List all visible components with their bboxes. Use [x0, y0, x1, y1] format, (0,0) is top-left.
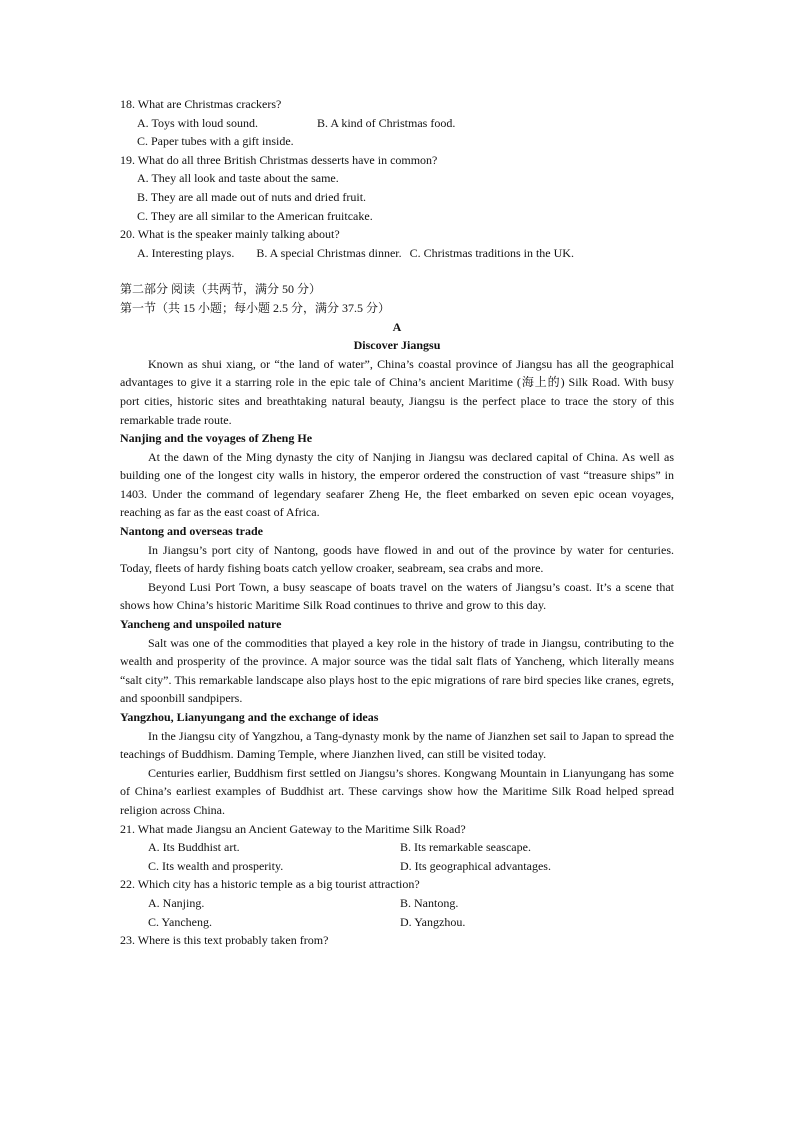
question-20-option-b: B. A special Christmas dinner.	[256, 245, 402, 260]
question-18-option-a: A. Toys with loud sound.	[137, 115, 258, 130]
question-21-stem: 21. What made Jiangsu an Ancient Gateway to the Maritime Silk Road?	[120, 821, 466, 836]
question-18-option-b: B. A kind of Christmas food.	[317, 115, 456, 130]
question-21-option-a: A. Its Buddhist art.	[148, 840, 240, 855]
question-18-option-c: C. Paper tubes with a gift inside.	[137, 134, 294, 149]
passage-intro: Known as shui xiang, or “the land of water”, China’s coastal province of Jiangsu has all the geographical advantages to give it a starring role in the epic tale of China’s ancient Maritime (海上的) Silk Road. With busy port cities, historic sites and breathtaking natural beauty, Jiangsu is the perfect place to trace the story of this remarkable trade route.	[120, 356, 674, 427]
question-20-option-a: A. Interesting plays.	[137, 245, 235, 260]
question-22-stem: 22. Which city has a historic temple as a big tourist attraction?	[120, 877, 420, 892]
question-21-options-row1	[120, 838, 674, 857]
passage-title: Discover Jiangsu	[353, 338, 441, 353]
question-22-option-c: C. Yancheng.	[148, 914, 213, 929]
question-19-option-c: C. They are all similar to the American fruitcake.	[137, 208, 373, 223]
question-19-option-a: A. They all look and taste about the same.	[137, 171, 339, 186]
question-22-option-d: D. Yangzhou.	[400, 914, 466, 929]
question-22-options-row1	[120, 894, 674, 913]
question-21-option-c: C. Its wealth and prosperity.	[148, 858, 284, 873]
section-heading-nanjing: Nanjing and the voyages of Zheng He	[120, 431, 313, 446]
part2-section1-title: 第一节（共 15 小题；每小题 2.5 分，满分 37.5 分）	[120, 300, 391, 315]
question-22-options-row2	[120, 913, 674, 932]
section-nanjing-paragraph-1: At the dawn of the Ming dynasty the city of Nanjing in Jiangsu was declared capital of China. As well as building one of the longest city walls in history, the emperor ordered the construction of vast “treasure ships” in 1403. Under the command of legendary seafarer Zheng He, the fleet embarked on seven epic ocean voyages, reaching as far as the east coast of Africa.	[120, 449, 674, 520]
question-20-option-c: C. Christmas traditions in the UK.	[409, 245, 574, 260]
section-nantong-paragraph-1: In Jiangsu’s port city of Nantong, goods have flowed in and out of the province by water for centuries. Today, fleets of hardy fishing boats catch yellow croaker, seabream, sea crabs and more.	[120, 542, 674, 576]
part2-title: 第二部分 阅读（共两节，满分 50 分）	[120, 282, 322, 297]
section-heading-nantong: Nantong and overseas trade	[120, 524, 263, 539]
question-23-stem: 23. Where is this text probably taken from?	[120, 933, 329, 948]
section-yangzhou-paragraph-1: In the Jiangsu city of Yangzhou, a Tang-dynasty monk by the name of Jianzhen set sail to Japan to spread the teachings of Buddhism. Daming Temple, where Jianzhen lived, can still be visited today.	[120, 728, 674, 762]
section-nantong-paragraph-2: Beyond Lusi Port Town, a busy seascape of boats travel on the waters of Jiangsu’s coast. It’s a scene that shows how China’s historic Maritime Silk Road continues to thrive and grow to this day.	[120, 579, 674, 613]
question-19-stem: 19. What do all three British Christmas desserts have in common?	[120, 152, 438, 167]
section-yangzhou-paragraph-2: Centuries earlier, Buddhism first settled on Jiangsu’s shores. Kongwang Mountain in Lianyungang has some of China’s earliest examples of Buddhist art. These carvings show how the Maritime Silk Road helped spread religion across China.	[120, 765, 674, 817]
question-21-option-d: D. Its geographical advantages.	[400, 858, 551, 873]
question-18-stem: 18. What are Christmas crackers?	[120, 97, 282, 111]
question-20-options	[120, 244, 674, 263]
question-20-stem: 20. What is the speaker mainly talking about?	[120, 227, 340, 242]
section-heading-yancheng: Yancheng and unspoiled nature	[120, 617, 282, 632]
question-19-option-b: B. They are all made out of nuts and dried fruit.	[137, 189, 367, 204]
passage-letter: A	[392, 319, 402, 334]
question-21-option-b: B. Its remarkable seascape.	[400, 840, 531, 855]
question-22-option-a: A. Nanjing.	[148, 895, 205, 910]
question-18-options-row1	[120, 114, 674, 133]
section-yancheng-paragraph-1: Salt was one of the commodities that played a key role in the history of trade in Jiangsu, contributing to the wealth and prosperity of the province. A major source was the tidal salt flats of Yancheng, which literally means “salt city”. This remarkable landscape also plays host to the epic migrations of rare bird species like cranes, egrets, and spoonbill sandpipers.	[120, 635, 674, 706]
section-heading-yangzhou: Yangzhou, Lianyungang and the exchange of ideas	[120, 710, 379, 724]
question-22-option-b: B. Nantong.	[400, 895, 459, 910]
question-21-options-row2	[120, 857, 674, 876]
